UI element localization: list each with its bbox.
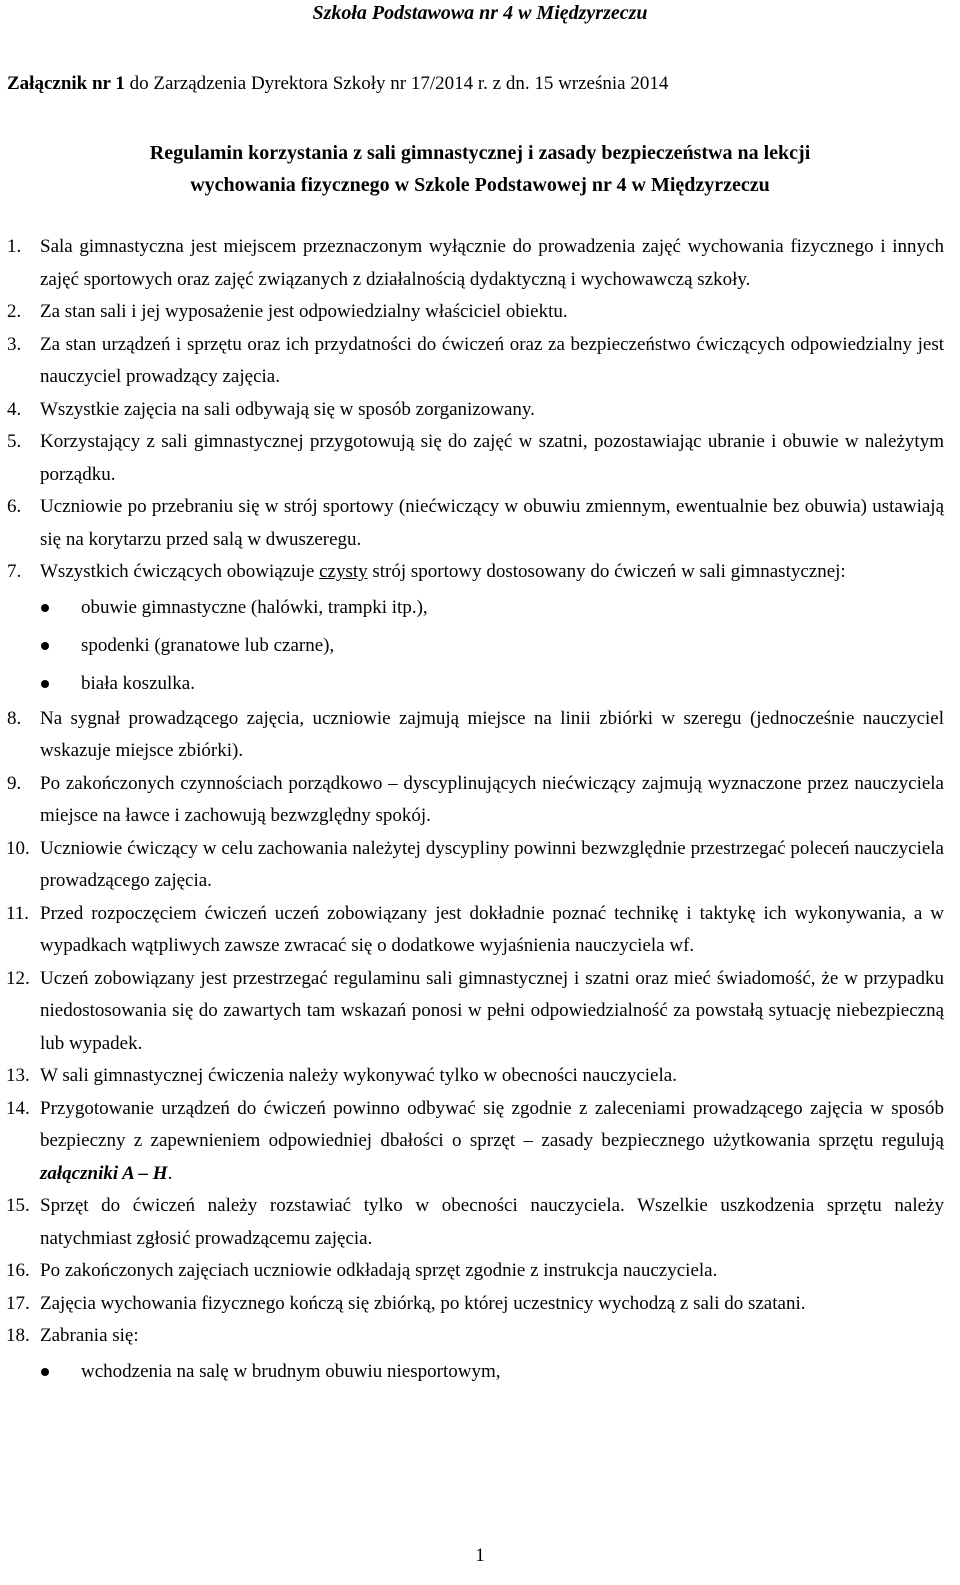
rule-number: 12. — [6, 967, 30, 989]
rules-list — [0, 231, 960, 1391]
rule-text: Przed rozpoczęciem ćwiczeń uczeń zobowiązany jest dokładnie poznać technikę i taktykę ich wykonywania, a w wypadkach wątpliwych zawsze zwracać się o dodatkowe wyjaśnienia nauczyciela wf. — [40, 902, 944, 956]
rule-number: 11. — [6, 902, 30, 924]
list-item — [0, 665, 960, 703]
rule-text: Zabrania się: — [40, 1325, 139, 1346]
rule-item — [0, 1190, 944, 1255]
rule-number: 17. — [6, 1292, 30, 1314]
rule-item — [0, 963, 944, 1061]
rule-text: Wszystkie zajęcia na sali odbywają się w sposób zorganizowany. — [40, 398, 535, 420]
rule-number: 2. — [7, 301, 22, 322]
school-name: Szkoła Podstawowa nr 4 w Międzyrzeczu — [312, 2, 648, 24]
prohibited-list — [0, 1353, 960, 1391]
underlined-word: czysty — [319, 561, 368, 582]
rule-item — [0, 768, 944, 833]
rule-item-18 — [0, 1320, 944, 1353]
bullet-icon — [41, 642, 49, 650]
rule-item — [0, 491, 944, 556]
attachments-reference: załączniki A – H — [40, 1162, 168, 1184]
rule-text: Uczniowie po przebraniu się w strój sportowy (niećwiczący w obuwiu zmiennym, ewentualnie bez obuwia) ustawiają się na korytarzu przed salą w dwuszeregu. — [40, 496, 944, 550]
rule-item — [0, 329, 944, 394]
rule-text: Zajęcia wychowania fizycznego kończą się zbiórką, po której uczestnicy wychodzą z sali do szatani. — [40, 1292, 806, 1314]
annex-line — [7, 73, 668, 95]
page-number: 1 — [475, 1545, 485, 1566]
list-item-text: obuwie gimnastyczne (halówki, trampki itp.), — [81, 596, 428, 618]
list-item-text: spodenki (granatowe lub czarne), — [81, 634, 335, 656]
rule-item — [0, 1288, 944, 1321]
rule-text: Na sygnał prowadzącego zajęcia, uczniowie zajmują miejsce na linii zbiórki w szeregu (jednocześnie nauczyciel wskazuje miejsce zbiórki). — [40, 707, 944, 761]
rule-text: Uczniowie ćwiczący w celu zachowania należytej dyscypliny powinni bezwzględnie przestrzegać poleceń nauczyciela prowadzącego zajęcia. — [40, 837, 944, 891]
rule-item — [0, 231, 944, 296]
list-item-text: wchodzenia na salę w brudnym obuwiu niesportowym, — [81, 1360, 501, 1382]
rule-number: 5. — [7, 431, 22, 452]
rule-text: Sala gimnastyczna jest miejscem przeznaczonym wyłącznie do prowadzenia zajęć wychowania fizycznego i innych zajęć sportowych oraz zajęć związanych z działalnością dydaktyczną i wychowawczą szkoły. — [40, 236, 944, 290]
rule-item-14 — [0, 1093, 944, 1191]
rule-text: Korzystający z sali gimnastycznej przygotowują się do zajęć w szatni, pozostawiając ubranie i obuwie w należytym porządku. — [40, 431, 944, 485]
rule-text: Po zakończonych zajęciach uczniowie odkładają sprzęt zgodnie z instrukcja nauczyciela. — [40, 1260, 718, 1281]
rule-text: Wszystkich ćwiczących obowiązuje — [40, 561, 320, 582]
rule-item — [0, 296, 944, 329]
rule-text: Za stan urządzeń i sprzętu oraz ich przydatności do ćwiczeń oraz za bezpieczeństwo ćwiczących odpowiedzialny jest nauczyciel prowadzący zajęcia. — [40, 333, 944, 387]
rule-item — [0, 833, 944, 898]
rule-text: Uczeń zobowiązany jest przestrzegać regulaminu sali gimnastycznej i szatni oraz mieć świadomość, że w przypadku niedostosowania się do zawartych tam wskazań ponosi w pełni odpowiedzialność za powstałą sytuację niebezpieczną lub wypadek. — [40, 967, 944, 1054]
rule-number: 14. — [6, 1097, 30, 1119]
list-item — [0, 589, 960, 627]
rule-number: 1. — [7, 236, 22, 257]
rule-text: Przygotowanie urządzeń do ćwiczeń powinno odbywać się zgodnie z zaleceniami prowadzącego zajęcia w sposób bezpieczny z zapewnieniem odpowiedniej dbałości o sprzęt – zasady bezpiecznego użytkowania sprzętu regulują — [40, 1097, 944, 1151]
document-title — [0, 137, 960, 201]
rule-number: 18. — [6, 1325, 30, 1346]
rule-number: 4. — [7, 398, 22, 420]
rule-number: 7. — [7, 561, 22, 582]
rule-item — [0, 394, 944, 427]
list-item — [0, 1353, 960, 1391]
rule-item — [0, 1060, 944, 1093]
rule-item — [0, 1255, 944, 1288]
list-item — [0, 627, 960, 665]
rule-number: 6. — [7, 496, 22, 517]
list-item-text: biała koszulka. — [81, 672, 195, 694]
rule-item-7 — [0, 556, 944, 589]
annex-details: do Zarządzenia Dyrektora Szkoły nr 17/2014 r. z dn. 15 września 2014 — [124, 73, 669, 94]
bullet-icon — [41, 680, 49, 688]
rule-number: 15. — [6, 1195, 30, 1216]
rule-item — [0, 703, 944, 768]
annex-label: Załącznik nr 1 — [7, 73, 125, 94]
rule-text: W sali gimnastycznej ćwiczenia należy wykonywać tylko w obecności nauczyciela. — [40, 1065, 677, 1086]
rule-item — [0, 426, 944, 491]
rule-number: 8. — [7, 707, 22, 729]
clothing-list — [0, 589, 960, 703]
rule-item — [0, 898, 944, 963]
rule-text-cont: . — [167, 1162, 173, 1184]
rule-number: 10. — [6, 837, 30, 859]
title-line-1: Regulamin korzystania z sali gimnastycznej i zasady bezpieczeństwa na lekcji — [149, 142, 811, 164]
rule-text: Sprzęt do ćwiczeń należy rozstawiać tylko w obecności nauczyciela. Wszelkie uszkodzenia sprzętu należy natychmiast zgłosić prowadzącemu zajęcia. — [40, 1195, 944, 1249]
rule-text: Za stan sali i jej wyposażenie jest odpowiedzialny właściciel obiektu. — [40, 301, 568, 322]
bullet-icon — [41, 1368, 49, 1376]
rule-number: 16. — [6, 1260, 30, 1281]
rule-number: 9. — [7, 772, 22, 794]
rule-number: 3. — [7, 333, 22, 355]
rule-text-cont: strój sportowy dostosowany do ćwiczeń w sali gimnastycznej: — [367, 561, 846, 582]
rule-number: 13. — [6, 1065, 30, 1086]
rule-text: Po zakończonych czynnościach porządkowo – dyscyplinujących niećwiczący zajmują wyznaczone przez nauczyciela miejsce na ławce i zachowują bezwzględny spokój. — [40, 772, 944, 826]
bullet-icon — [41, 604, 49, 612]
title-line-2: wychowania fizycznego w Szkole Podstawowej nr 4 w Międzyrzeczu — [190, 174, 770, 196]
